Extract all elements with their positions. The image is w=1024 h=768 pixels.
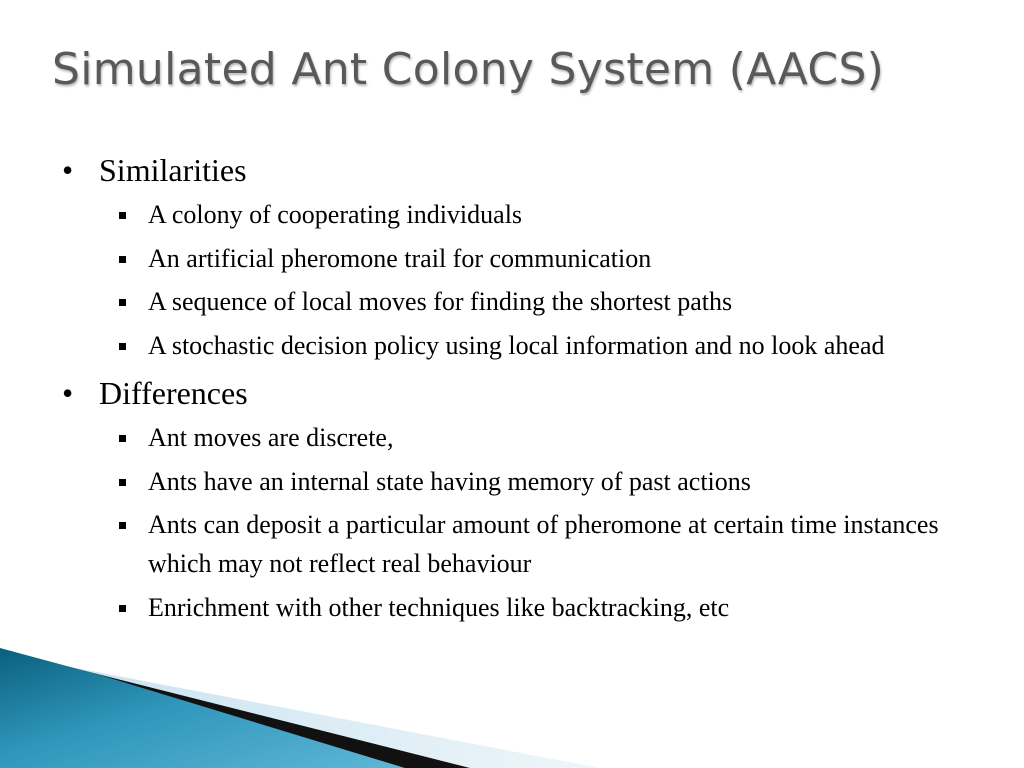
sub-bullet-text: A sequence of local moves for finding the shortest paths [148,287,733,316]
sub-bullet-text: Enrichment with other techniques like backtracking, etc [148,592,730,622]
square-bullet-icon [119,435,126,442]
sub-bullet-text: Ants have an internal state having memory of past actions [148,466,751,496]
square-bullet-icon [119,343,126,350]
section-heading-differences: Differences [99,375,248,411]
sub-bullet [62,505,962,583]
square-bullet-icon [119,212,126,219]
sub-bullet-text: An artificial pheromone trail for communication [148,243,652,273]
round-bullet-icon: • [62,152,74,188]
square-bullet-icon [119,522,126,529]
sub-bullet [62,418,962,457]
slide-title: Simulated Ant Colony System (AACS) [52,44,885,95]
sub-bullet [62,282,962,321]
square-bullet-icon [119,605,126,612]
sub-bullet-text: A colony of cooperating individuals [148,200,523,229]
round-bullet-icon: • [62,375,74,411]
sub-bullet [62,239,962,278]
section-heading-similarities: Similarities [99,152,247,188]
bullet-similarities [62,146,962,194]
sub-bullet-text: A stochastic decision policy using local information and no look ahead [148,330,885,360]
sub-bullet [62,462,962,501]
sub-bullet-text: Ants can deposit a particular amount of pheromone at certain time instances which may not reflect real behaviour [148,510,939,578]
square-bullet-icon [119,256,126,263]
ribbon-black-band [0,652,470,768]
square-bullet-icon [119,479,126,486]
bullet-differences [62,369,962,417]
slide-body [62,146,962,631]
sub-bullet [62,588,962,627]
ribbon-pale-band [60,665,600,768]
square-bullet-icon [119,299,126,306]
sub-bullet-text: Ant moves are discrete, [148,423,394,452]
sub-bullet [62,195,962,234]
sub-bullet [62,326,962,365]
ribbon-blue-band [0,648,405,768]
